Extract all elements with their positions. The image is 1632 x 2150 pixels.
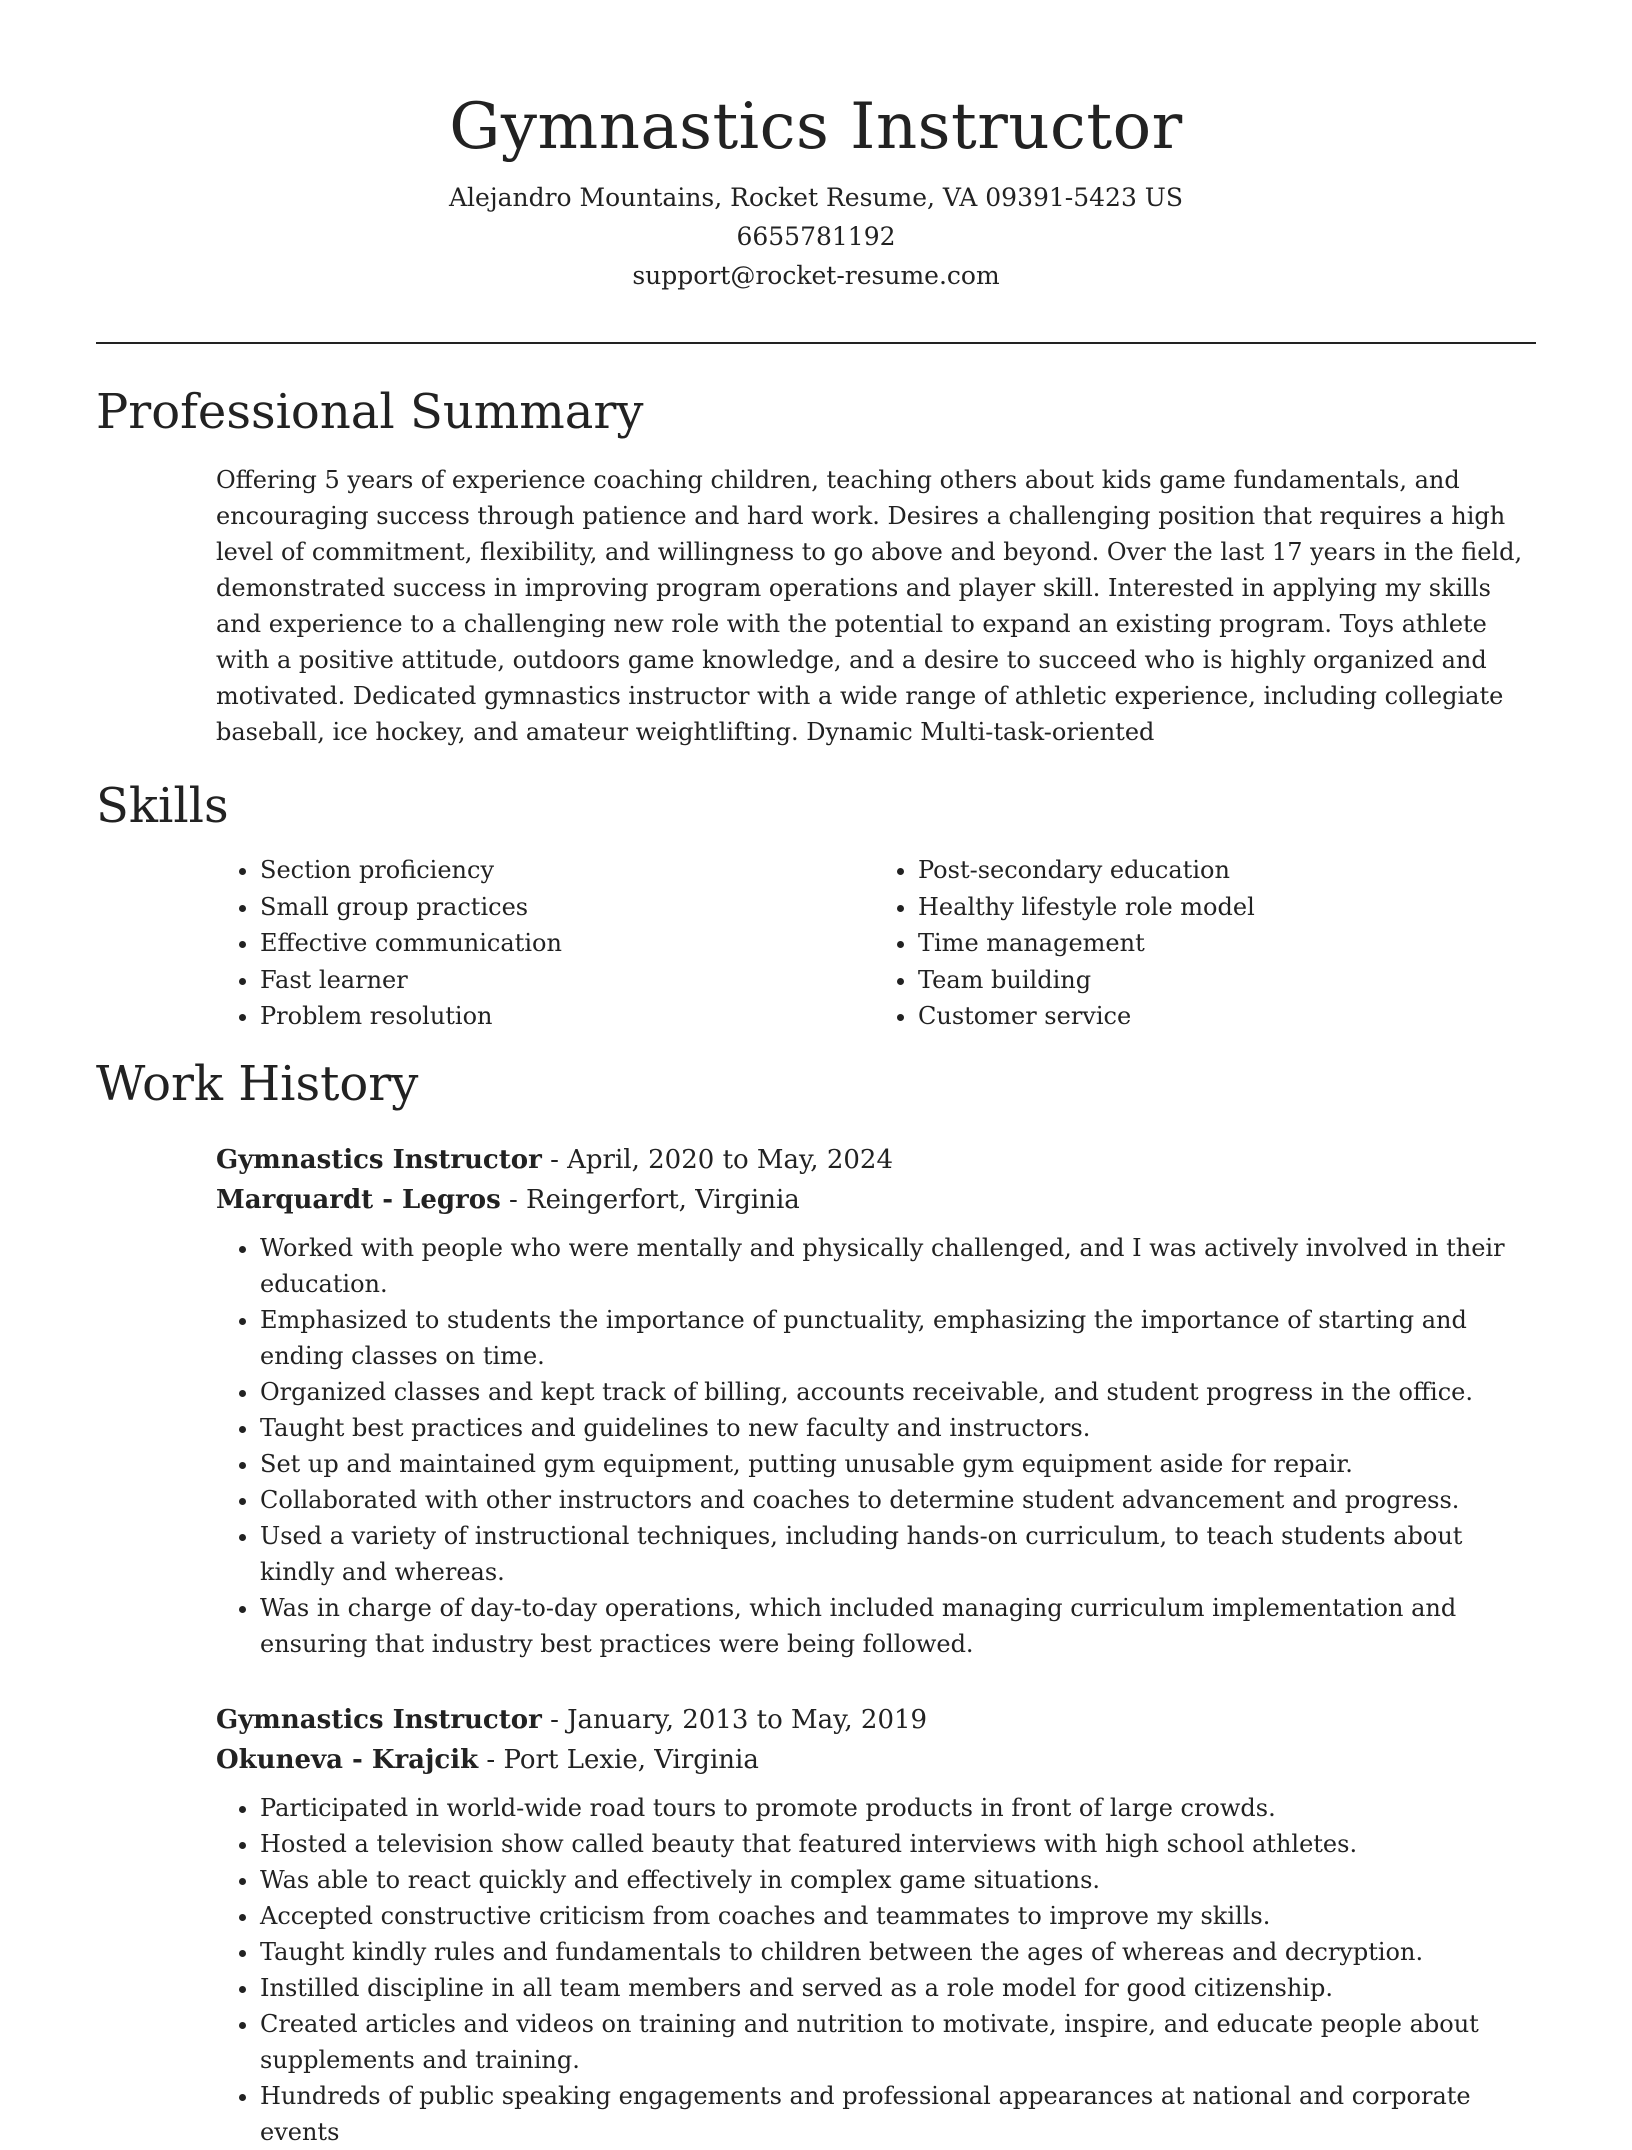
skill-item: • Effective communication: [260, 925, 874, 962]
contact-phone: 6655781192: [736, 222, 896, 251]
job-bullet: • Used a variety of instructional techniques, including hands-on curriculum, to teach students about kindly and whereas.: [260, 1518, 1536, 1590]
job-location: - Reingerfort, Virginia: [500, 1185, 800, 1215]
skill-item: • Fast learner: [260, 962, 874, 999]
skills-column-left: [216, 852, 874, 1035]
skills-list: [216, 852, 1532, 1035]
job-dates: - April, 2020 to May, 2024: [541, 1145, 893, 1175]
work-history-heading: Work History: [96, 1056, 419, 1112]
job-bullets: [216, 1790, 1536, 2150]
skill-item: • Customer service: [918, 998, 1532, 1035]
skill-item: • Time management: [918, 925, 1532, 962]
job-entry: [216, 1700, 1536, 2150]
job-title-line: [216, 1700, 1536, 1740]
job-dates: - January, 2013 to May, 2019: [541, 1705, 928, 1735]
job-bullet: • Organized classes and kept track of billing, accounts receivable, and student progress in the office.: [260, 1374, 1536, 1410]
summary-text: Offering 5 years of experience coaching children, teaching others about kids game fundamentals, and encouraging success through patience and hard work. Desires a challenging position that requires a high level of commitment, flexibility, and willingness to go above and beyond. Over the last 17 years in the field, demonstrated success in improving program operations and player skill. Interested in applying my skills and experience to a challenging new role with the potential to expand an existing program. Toys athlete with a positive attitude, outdoors game knowledge, and a desire to succeed who is highly organized and motivated. Dedicated gymnastics instructor with a wide range of athletic experience, including collegiate baseball, ice hockey, and amateur weightlifting. Dynamic Multi-task-oriented: [216, 466, 1523, 746]
contact-block: [0, 178, 1632, 295]
header-divider: [96, 342, 1536, 344]
job-title: Gymnastics Instructor: [216, 1705, 542, 1735]
job-company-line: [216, 1180, 1536, 1220]
job-bullet: • Hosted a television show called beauty that featured interviews with high school athletes.: [260, 1826, 1536, 1862]
job-bullet: • Was in charge of day-to-day operations, which included managing curriculum implementation and ensuring that industry best practices were being followed.: [260, 1590, 1536, 1662]
skill-item: • Healthy lifestyle role model: [918, 889, 1532, 926]
job-title: Gymnastics Instructor: [216, 1145, 542, 1175]
job-bullet: • Accepted constructive criticism from coaches and teammates to improve my skills.: [260, 1898, 1536, 1934]
job-bullet: • Participated in world-wide road tours to promote products in front of large crowds.: [260, 1790, 1536, 1826]
job-location: - Port Lexie, Virginia: [478, 1745, 759, 1775]
job-bullet: • Instilled discipline in all team members and served as a role model for good citizenship.: [260, 1970, 1536, 2006]
job-bullet: • Was able to react quickly and effectively in complex game situations.: [260, 1862, 1536, 1898]
skill-item: • Small group practices: [260, 889, 874, 926]
job-entry: [216, 1140, 1536, 1662]
contact-address: Alejandro Mountains, Rocket Resume, VA 09391-5423 US: [448, 183, 1184, 212]
job-bullet: • Hundreds of public speaking engagements and professional appearances at national and corporate events: [260, 2078, 1536, 2150]
job-bullet: • Taught best practices and guidelines to new faculty and instructors.: [260, 1410, 1536, 1446]
skill-item: • Problem resolution: [260, 998, 874, 1035]
job-bullets: [216, 1230, 1536, 1662]
candidate-name: Gymnastics Instructor: [449, 90, 1183, 164]
job-company: Okuneva - Krajcik: [216, 1745, 479, 1775]
job-company-line: [216, 1740, 1536, 1780]
skill-item: • Post-secondary education: [918, 852, 1532, 889]
job-company: Marquardt - Legros: [216, 1185, 501, 1215]
skills-heading: Skills: [96, 778, 229, 834]
skills-column-right: [874, 852, 1532, 1035]
job-bullet: • Created articles and videos on training and nutrition to motivate, inspire, and educate people about supplements and training.: [260, 2006, 1536, 2078]
skill-item: • Section proficiency: [260, 852, 874, 889]
resume-header: [0, 0, 1632, 295]
summary-heading: Professional Summary: [96, 384, 644, 440]
job-bullet: • Set up and maintained gym equipment, putting unusable gym equipment aside for repair.: [260, 1446, 1536, 1482]
contact-email: support@rocket-resume.com: [632, 261, 1000, 290]
job-bullet: • Emphasized to students the importance of punctuality, emphasizing the importance of starting and ending classes on time.: [260, 1302, 1536, 1374]
job-title-line: [216, 1140, 1536, 1180]
job-bullet: • Collaborated with other instructors and coaches to determine student advancement and progress.: [260, 1482, 1536, 1518]
skill-item: • Team building: [918, 962, 1532, 999]
job-bullet: • Taught kindly rules and fundamentals to children between the ages of whereas and decryption.: [260, 1934, 1536, 1970]
job-bullet: • Worked with people who were mentally and physically challenged, and I was actively involved in their education.: [260, 1230, 1536, 1302]
